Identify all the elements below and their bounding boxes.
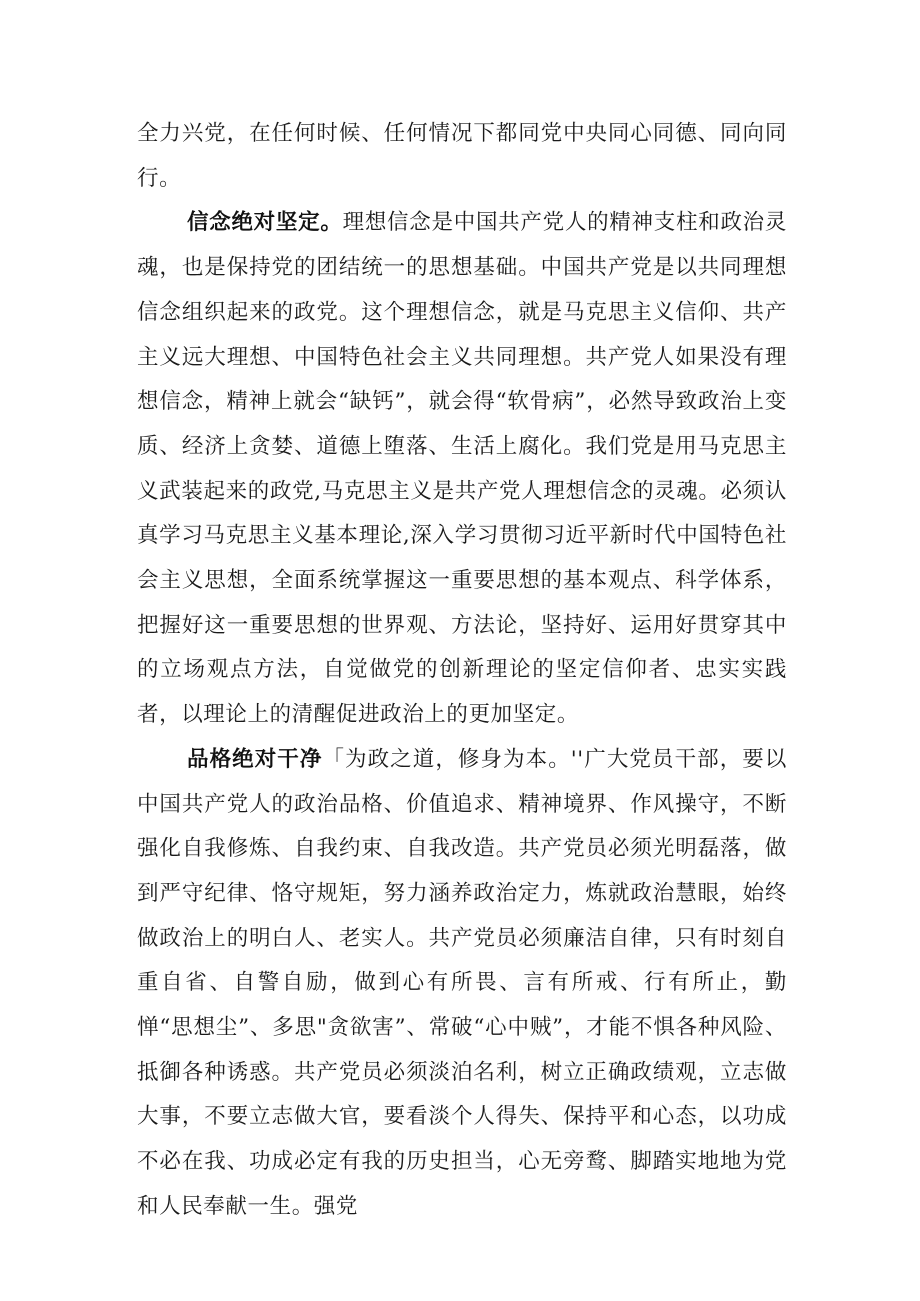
paragraph-continuation [137,112,787,201]
paragraph-text: 「为政之道，修身为本。''广大党员干部，要以中国共产党人的政治品格、价值追求、精神境界、作风操守，不断强化自我修炼、自我约束、自我改造。共产党员必须光明磊落，做到严守纪律、恪守规矩，努力涵养政治定力，炼就政治慧眼，始终做政治上的明白人、老实人。共产党员必须廉洁自律，只有时刻自重自省、自警自励，做到心有所畏、言有所戒、行有所止，勤惮“思想尘”、多思"贪欲害”、常破“心中贼”，才能不惧各种风险、抵御各种诱惑。共产党员必须淡泊名利，树立正确政绩观，立志做大事，不要立志做大官，要看淡个人得失、保持平和心态，以功成不必在我、功成必定有我的历史担当，心无旁鹜、脚踏实地地为党和人民奉献一生。强党 [137,746,787,1219]
paragraph-text: 全力兴党，在任何时候、任何情况下都同党中央同心同德、同向同行。 [137,121,787,191]
paragraph-text: 理想信念是中国共产党人的精神支柱和政治灵魂，也是保持党的团结统一的思想基础。中国共产党是以共同理想信念组织起来的政党。这个理想信念，就是马克思主义信仰、共产主义远大理想、中国特色社会主义共同理想。共产党人如果没有理想信念，精神上就会“缺钙”，就会得“软骨病”，必然导致政治上变质、经济上贪婪、道德上堕落、生活上腐化。我们党是用马克思主义武装起来的政党,马克思主义是共产党人理想信念的灵魂。必须认真学习马克思主义基本理论,深入学习贯彻习近平新时代中国特色社会主义思想，全面系统掌握这一重要思想的基本观点、科学体系，把握好这一重要思想的世界观、方法论，坚持好、运用好贯穿其中的立场观点方法，自觉做党的创新理论的坚定信仰者、忠实实践者，以理论上的清醒促进政治上的更加坚定。 [137,210,787,728]
paragraph-lead-heading: 信念绝对坚定。 [187,210,343,236]
paragraph-lead-heading: 品格绝对干净 [187,746,323,772]
paragraph-integrity [137,738,787,1230]
document-body [137,112,787,1230]
paragraph-faith [137,201,787,737]
